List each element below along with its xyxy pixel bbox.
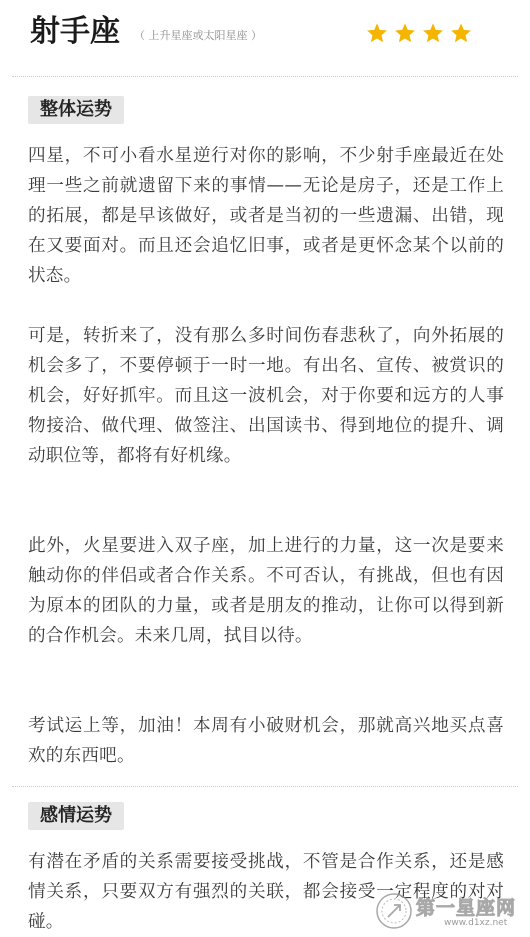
section-tag-overall: 整体运势 (28, 96, 124, 124)
star-icon (450, 22, 472, 44)
page-subtitle: （ 上升星座或太阳星座 ） (134, 29, 262, 42)
page-title: 射手座 (30, 14, 120, 49)
star-icon (366, 22, 388, 44)
paragraph: 此外，火星要进入双子座，加上进行的力量，这一次是要来触动你的伴侣或者合作关系。不可否认，有挑战，但也有因为原本的团队的力量，或者是朋友的推动，让你可以得到新的合作机会。未来几周，拭目以待。 (28, 536, 504, 646)
divider (12, 76, 518, 77)
paragraph: 四星，不可小看水星逆行对你的影响，不少射手座最近在处理一些之前就遗留下来的事情——无论是房子，还是工作上的拓展，都是早该做好，或者是当初的一些遗漏、出错，现在又要面对。而且还会追忆旧事，或者是更怀念某个以前的状态。 (28, 146, 504, 286)
zodiac-logo-icon (374, 891, 414, 931)
header (0, 0, 530, 75)
section-tag-love: 感情运势 (28, 802, 124, 830)
paragraph: 可是，转折来了，没有那么多时间伤春悲秋了，向外拓展的机会多了，不要停顿于一时一地。有出名、宣传、被赏识的机会，好好抓牢。而且这一波机会，对于你要和远方的人事物接洽、做代理、做签注、出国读书、得到地位的提升、调动职位等，都将有好机缘。 (28, 326, 504, 466)
paragraph: 考试运上等，加油！本周有小破财机会，那就高兴地买点喜欢的东西吧。 (28, 716, 504, 766)
star-icon (394, 22, 416, 44)
paragraph: 有潜在矛盾的关系需要接受挑战，不管是合作关系，还是感情关系，只要双方有强烈的关联，都会接受一定程度的对对碰。 (28, 852, 504, 932)
rating-stars (366, 22, 472, 44)
watermark-text: 第一星座网 (416, 897, 517, 919)
watermark (374, 891, 524, 931)
star-icon (422, 22, 444, 44)
divider (12, 786, 518, 787)
watermark-url: www.d1xz.net (444, 918, 508, 928)
